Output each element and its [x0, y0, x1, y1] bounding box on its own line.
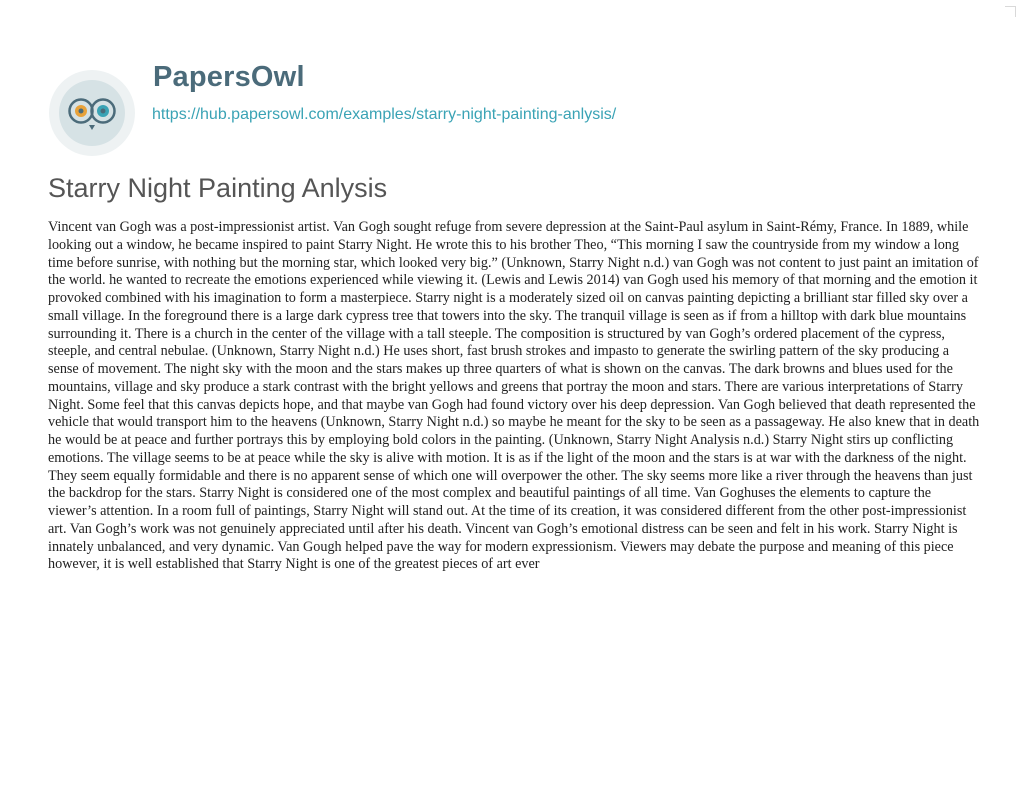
brand-name: PapersOwl [153, 61, 305, 93]
header [48, 60, 948, 150]
document-body-paragraph: Vincent van Gogh was a post-impressionist artist. Van Gogh sought refuge from severe depression at the Saint-Paul asylum in Saint-Rémy, France. In 1889, while looking out a window, he became inspired to paint Starry Night. He wrote this to his brother Theo, “This morning I saw the countryside from my window a long time before sunrise, with nothing but the morning star, which looked very big.” (Unknown, Starry Night n.d.) van Gogh was not content to just paint an imitation of the world. he wanted to recreate the emotions experienced while viewing it. (Lewis and Lewis 2014) van Gogh used his memory of that morning and the emotion it provoked combined with his imagination to form a masterpiece. Starry night is a moderately sized oil on canvas painting depicting a brilliant star filled sky over a small village. In the foreground there is a large dark cypress tree that towers into the sky. The tranquil village is seen as if from a hilltop with dark blue mountains surrounding it. There is a church in the center of the village with a tall steeple. The composition is structured by van Gogh’s ordered placement of the cypress, steeple, and central nebulae. (Unknown, Starry Night n.d.) He uses short, fast brush strokes and impasto to generate the swirling pattern of the sky producing a sense of movement. The night sky with the moon and the stars makes up three quarters of what is shown on the canvas. The dark browns and blues used for the mountains, village and sky produce a stark contrast with the bright yellows and greens that portray the moon and stars. There are various interpretations of Starry Night. Some feel that this canvas depicts hope, and that maybe van Gogh had found victory over his deep depression. Van Gogh believed that death represented the vehicle that would transport him to the heavens (Unknown, Starry Night n.d.) so maybe he meant for the sky to be seen as a passageway. He also knew that in death he would be at peace and further portrays this by employing bold colors in the painting. (Unknown, Starry Night Analysis n.d.) Starry Night stirs up conflicting emotions. The village seems to be at peace while the sky is alive with motion. It is as if the light of the moon and the stars is at war with the darkness of the night. They seem equally formidable and there is no apparent sense of which one will overpower the other. The sky seems more like a river through the heavens than just the backdrop for the stars. Starry Night is considered one of the most complex and beautiful paintings of all time. Van Goghuses the elements to capture the viewer’s attention. In a room full of paintings, Starry Night will stand out. At the time of its creation, it was considered different from the other post-impressionist art. Van Gogh’s work was not genuinely appreciated until after his death. Vincent van Gogh’s emotional distress can be seen and felt in his work. Starry Night is innately unbalanced, and very dynamic. Van Gough helped pave the way for modern expressionism. Viewers may debate the purpose and meaning of this piece however, it is well established that Starry Night is one of the greatest pieces of art ever [48, 219, 980, 573]
source-url-link[interactable]: https://hub.papersowl.com/examples/starry-night-painting-anlysis/ [152, 106, 617, 123]
document-title: Starry Night Painting Anlysis [48, 173, 388, 203]
page-corner-mark [1005, 6, 1016, 17]
owl-logo-icon [48, 69, 136, 157]
